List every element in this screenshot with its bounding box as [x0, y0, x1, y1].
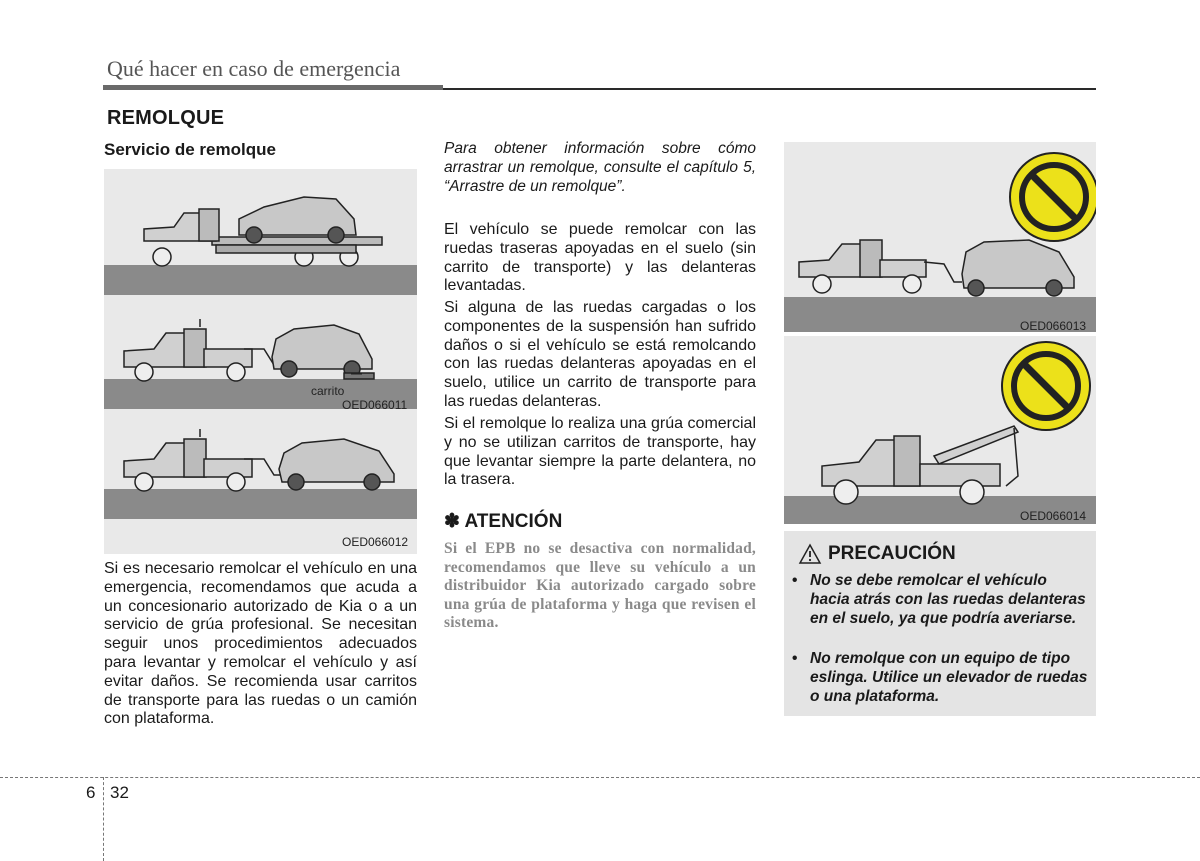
caution-item-text: No remolque con un equipo de tipo eslinga. Utilice un elevador de ruedas o una plataforma.	[810, 650, 1088, 705]
towed-car-dolly	[272, 325, 374, 379]
sub-heading: Servicio de remolque	[104, 140, 276, 159]
section-title: Qué hacer en caso de emergencia	[107, 56, 401, 81]
figure-code: OED066012	[342, 535, 409, 549]
page-number: 32	[110, 783, 129, 802]
no-tow-illustration-1	[784, 142, 1096, 332]
middle-paragraph-3: Si el remolque lo realiza una grúa comercial y no se utilizan carritos de transporte, hay que levantar siempre la parte delantera, no la trasera.	[444, 415, 756, 489]
wheel-lift-truck-2	[124, 429, 282, 491]
caution-box	[784, 531, 1096, 716]
caution-item: • No remolque con un equipo de tipo eslinga. Utilice un elevador de ruedas o una plataforma.	[792, 650, 1088, 705]
intro-italic: Para obtener información sobre cómo arrastrar un remolque, consulte el capítulo 5, “Arrastre de un remolque”.	[444, 140, 756, 195]
attention-title: ✽ ATENCIÓN	[444, 511, 563, 532]
ground-band	[104, 265, 417, 295]
prohibition-sign-icon	[1010, 153, 1096, 241]
attention-body: Si el EPB no se desactiva con normalidad, recomendamos que lleve su vehículo a un distribuidor Kia autorizado cargado sobre una grúa de plataforma y haga que revisen el sistema.	[444, 540, 756, 632]
figure-code: OED066013	[1020, 319, 1087, 333]
header-rule-thin	[443, 88, 1096, 90]
caution-title: PRECAUCIÓN	[828, 543, 956, 564]
figure-code: OED066014	[1020, 509, 1087, 523]
wheel-lift-truck	[124, 319, 279, 381]
towed-car	[962, 240, 1074, 296]
no-tow-illustration-2	[784, 336, 1096, 524]
tow-truck	[799, 240, 962, 293]
prohibition-sign-icon	[1002, 342, 1090, 430]
car-on-flatbed	[239, 197, 356, 243]
figure-code: OED066011	[342, 398, 408, 412]
chapter-number: 6	[86, 783, 96, 802]
warning-triangle-icon	[798, 543, 822, 565]
carrito-label: carrito	[311, 384, 345, 398]
tow-trucks-illustration	[104, 169, 417, 554]
towed-car-2	[279, 439, 394, 490]
main-heading: REMOLQUE	[107, 107, 225, 129]
sling-tow-truck	[822, 426, 1018, 504]
header-rule-thick	[103, 85, 443, 90]
middle-paragraph-1: El vehículo se puede remolcar con las ruedas traseras apoyadas en el suelo (sin carrito de transporte) y las delanteras levantadas.	[444, 221, 756, 295]
footer-rule	[0, 777, 1200, 778]
prohibited-towing-figure-1	[784, 142, 1096, 332]
ground-band	[104, 489, 417, 519]
caution-item: • No se debe remolcar el vehículo hacia atrás con las ruedas delanteras en el suelo, ya que podría averiarse.	[792, 571, 1088, 628]
towing-illustration-left	[104, 169, 417, 554]
left-paragraph: Si es necesario remolcar el vehículo en una emergencia, recomendamos que acuda a un concesionario autorizado de Kia o a un servicio de grúa profesional. Se necesitan seguir unos procedimientos adecuados para levantar y remolcar el vehículo y así evitar daños. Se recomienda usar carritos de transporte para las ruedas o un camión con plataforma.	[104, 560, 417, 728]
middle-paragraph-2: Si alguna de las ruedas cargadas o los componentes de la suspensión han sufrido daños o si el vehículo se está remolcando con las ruedas delanteras apoyadas en el suelo, utilice un carrito de transporte para las ruedas delanteras.	[444, 299, 756, 410]
prohibited-towing-figure-2	[784, 336, 1096, 524]
caution-item-text: No se debe remolcar el vehículo hacia atrás con las ruedas delanteras en el suelo, ya que podría averiarse.	[810, 572, 1086, 627]
footer-divider	[103, 777, 104, 861]
